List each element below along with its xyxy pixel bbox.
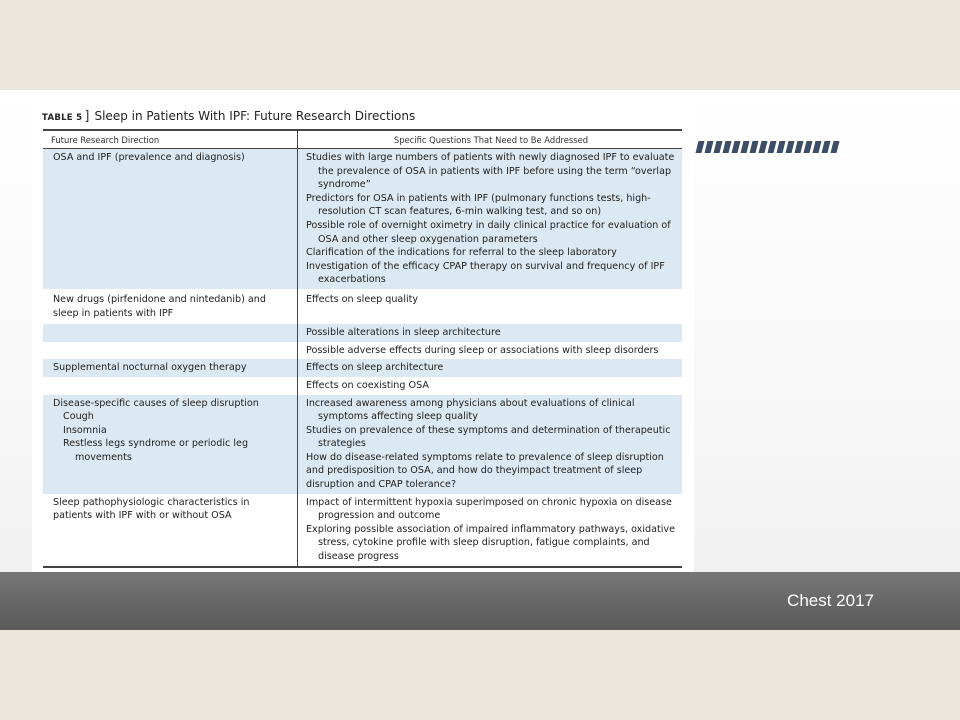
- direction-cell: [43, 395, 298, 494]
- direction-cell: [43, 377, 298, 395]
- sub-item-cough: Cough: [63, 411, 94, 423]
- direction-cell: Supplemental nocturnal oxygen therapy: [43, 359, 298, 377]
- direction-cell: Sleep pathophysiologic characteristics in patients with IPF with or without OSA: [43, 494, 298, 567]
- question-item: Effects on sleep quality: [306, 293, 419, 305]
- questions-cell: [298, 494, 683, 567]
- table-row: [43, 377, 682, 395]
- table-row: [43, 149, 682, 289]
- questions-cell: [298, 324, 683, 342]
- question-item: Predictors for OSA in patients with IPF (pulmonary functions tests, high-resolution CT scan features, 6-min walking test, and so on): [306, 192, 651, 218]
- table-row: [43, 395, 682, 494]
- direction-cell: OSA and IPF (prevalence and diagnosis): [43, 149, 298, 289]
- direction-text: Disease-specific causes of sleep disruption: [53, 397, 259, 409]
- table-row: [43, 494, 682, 567]
- source-citation: Chest 2017: [787, 591, 874, 610]
- table-row: [43, 359, 682, 377]
- question-item: Impact of intermittent hypoxia superimposed on chronic hypoxia on disease progression and outcome: [306, 496, 672, 522]
- sub-item-insomnia: Insomnia: [63, 424, 107, 436]
- questions-cell: [298, 342, 683, 360]
- direction-cell: [43, 324, 298, 342]
- header-direction: Future Research Direction: [43, 130, 298, 149]
- slide-footer-band: [0, 572, 960, 630]
- question-item: Investigation of the efficacy CPAP therapy on survival and frequency of IPF exacerbations: [306, 260, 665, 286]
- table-row: [43, 289, 682, 324]
- question-item: Clarification of the indications for referral to the sleep laboratory: [306, 247, 617, 259]
- header-questions: Specific Questions That Need to Be Addressed: [298, 130, 683, 149]
- table-header-row: [43, 130, 682, 149]
- table-number: TABLE 5: [42, 113, 83, 123]
- questions-cell: [298, 377, 683, 395]
- table-caption: TABLE 5 ] Sleep in Patients With IPF: Future Research Directions: [42, 109, 416, 124]
- table-figure: [32, 101, 694, 572]
- question-item: Studies with large numbers of patients with newly diagnosed IPF to evaluate the prevalence of OSA in patients with IPF before using the term “overlap syndrome”: [306, 152, 675, 191]
- questions-cell: [298, 289, 683, 324]
- questions-cell: [298, 359, 683, 377]
- question-item: Effects on sleep architecture: [306, 362, 444, 374]
- question-item: Exploring possible association of impaired inflammatory pathways, oxidative stress, cytokine profile with sleep disruption, fatigue complaints, and disease progress: [306, 523, 675, 563]
- question-item: Possible adverse effects during sleep or associations with sleep disorders: [306, 344, 659, 356]
- direction-cell: New drugs (pirfenidone and nintedanib) and sleep in patients with IPF: [53, 293, 266, 319]
- table-row: [43, 324, 682, 342]
- questions-cell: [298, 395, 683, 494]
- questions-cell: [298, 149, 683, 289]
- question-item: Possible alterations in sleep architecture: [306, 327, 501, 339]
- question-item: Effects on coexisting OSA: [306, 379, 429, 391]
- decorative-stripe-bar: [697, 141, 847, 153]
- direction-cell: [43, 342, 298, 360]
- question-item: Possible role of overnight oximetry in daily clinical practice for evaluation of OSA and other sleep oxygenation parameters: [306, 219, 671, 245]
- research-directions-table: [43, 129, 682, 568]
- question-item: Increased awareness among physicians about evaluations of clinical symptoms affecting sleep quality: [306, 397, 635, 423]
- table-row: [43, 342, 682, 360]
- table-title: Sleep in Patients With IPF: Future Research Directions: [94, 109, 416, 123]
- question-item: Studies on prevalence of these symptoms and determination of therapeutic strategies: [306, 424, 671, 450]
- question-item: How do disease-related symptoms relate to prevalence of sleep disruption and predisposition to OSA, and how do theyimpact treatment of sleep disruption and CPAP tolerance?: [306, 451, 664, 491]
- sub-item-restless-legs: Restless legs syndrome or periodic leg movements: [63, 438, 249, 463]
